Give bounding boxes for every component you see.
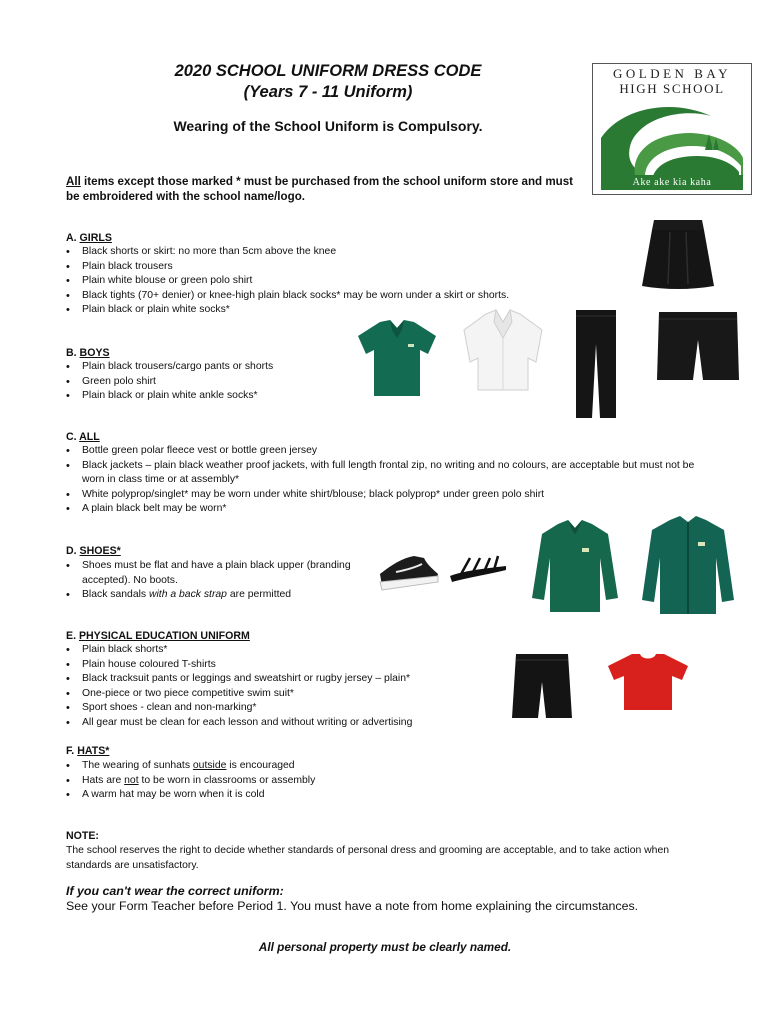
section-a-heading	[66, 232, 112, 244]
section-letter: C.	[66, 431, 77, 443]
green-jersey-icon	[530, 518, 620, 616]
page-title: 2020 SCHOOL UNIFORM DRESS CODE	[174, 62, 482, 80]
note-heading: NOTE:	[66, 830, 99, 842]
list-item: • Bottle green polar fleece vest or bottle green jersey	[66, 444, 706, 459]
list-item: • All gear must be clean for each lesson and without writing or advertising	[66, 716, 486, 731]
section-letter: D.	[66, 545, 77, 557]
list-item: • Black shorts or skirt: no more than 5cm above the knee	[66, 245, 536, 260]
list-item: • Green polo shirt	[66, 375, 346, 390]
list-item: • Plain black or plain white ankle socks*	[66, 389, 346, 404]
list-item: • A plain black belt may be worn*	[66, 502, 706, 517]
black-sandal-icon	[446, 554, 510, 584]
section-f-heading	[66, 745, 109, 757]
list-item: • Plain house coloured T-shirts	[66, 658, 486, 673]
black-skirt-icon	[640, 218, 716, 290]
section-letter: B.	[66, 347, 77, 359]
intro-all: All	[66, 175, 81, 188]
section-letter: E.	[66, 630, 77, 642]
school-logo	[592, 63, 752, 195]
section-d-heading	[66, 545, 121, 557]
list-item: • Black tights (70+ denier) or knee-high plain black socks* may be worn under a skirt or shorts.	[66, 289, 536, 304]
list-item: • The wearing of sunhats outside is encouraged	[66, 759, 426, 774]
section-title: HATS*	[77, 745, 110, 757]
cant-wear-heading: If you can't wear the correct uniform:	[66, 884, 284, 898]
logo-line2: HIGH SCHOOL	[619, 81, 725, 96]
section-title: SHOES*	[79, 545, 121, 557]
pe-black-shorts-icon	[510, 652, 574, 720]
list-item: • Shoes must be flat and have a plain black upper (branding accepted). No boots.	[66, 559, 366, 588]
list-item: • White polyprop/singlet* may be worn under white shirt/blouse; black polyprop* under green polo shirt	[66, 488, 706, 503]
section-title: PHYSICAL EDUCATION UNIFORM	[78, 630, 250, 642]
footer-note: All personal property must be clearly named.	[258, 940, 512, 954]
list-item: • Sport shoes - clean and non-marking*	[66, 701, 486, 716]
logo-line1: GOLDEN BAY	[613, 66, 731, 81]
section-b-heading	[66, 347, 110, 359]
intro-text	[66, 174, 586, 204]
logo-wave-icon	[601, 98, 743, 176]
section-d-list	[66, 559, 366, 603]
black-sneaker-icon	[376, 548, 440, 592]
list-item: • Plain white blouse or green polo shirt	[66, 274, 536, 289]
intro-rest: items except those marked * must be purchased from the school uniform store and must be embroidered with the school name/logo.	[66, 175, 574, 203]
logo-motto: Ake ake kia kaha	[601, 175, 743, 190]
section-c-heading	[66, 431, 100, 443]
section-c-list	[66, 444, 706, 517]
black-shorts-icon	[655, 310, 741, 382]
list-item: • Plain black or plain white socks*	[66, 303, 536, 318]
black-trousers-icon	[574, 308, 618, 420]
section-f-list	[66, 759, 426, 803]
note-text: The school reserves the right to decide whether standards of personal dress and grooming are acceptable, and to take action when standards are unsatisfactory.	[66, 845, 670, 871]
list-item: • Black tracksuit pants or leggings and sweatshirt or rugby jersey – plain*	[66, 672, 486, 687]
list-item: • Plain black shorts*	[66, 643, 486, 658]
section-title: GIRLS	[79, 232, 112, 244]
section-e-list	[66, 643, 486, 731]
list-item: • Plain black trousers/cargo pants or shorts	[66, 360, 346, 375]
list-item: • Plain black trousers	[66, 260, 536, 275]
green-polo-shirt-icon	[356, 318, 438, 398]
list-item: • A warm hat may be worn when it is cold	[66, 788, 426, 803]
list-item: • One-piece or two piece competitive swim suit*	[66, 687, 486, 702]
section-e-heading	[66, 630, 250, 642]
section-title: ALL	[79, 431, 100, 443]
section-letter: F.	[66, 745, 75, 757]
page-subtitle-years: (Years 7 - 11 Uniform)	[243, 83, 413, 101]
green-fleece-icon	[640, 514, 736, 618]
white-blouse-icon	[460, 308, 546, 392]
list-item: • Black sandals with a back strap are permitted	[66, 588, 366, 603]
section-letter: A.	[66, 232, 77, 244]
list-item: • Black jackets – plain black weather proof jackets, with full length frontal zip, no writing and no colours, are acceptable but must not be worn in class time or at assembly*	[66, 459, 706, 488]
compulsory-notice: Wearing of the School Uniform is Compulsory.	[173, 118, 483, 134]
cant-wear-text: See your Form Teacher before Period 1. You must have a note from home explaining the circumstances.	[66, 899, 639, 913]
section-title: BOYS	[79, 347, 110, 359]
red-tshirt-icon	[606, 652, 690, 712]
section-b-list	[66, 360, 346, 404]
list-item: • Hats are not to be worn in classrooms or assembly	[66, 774, 426, 789]
